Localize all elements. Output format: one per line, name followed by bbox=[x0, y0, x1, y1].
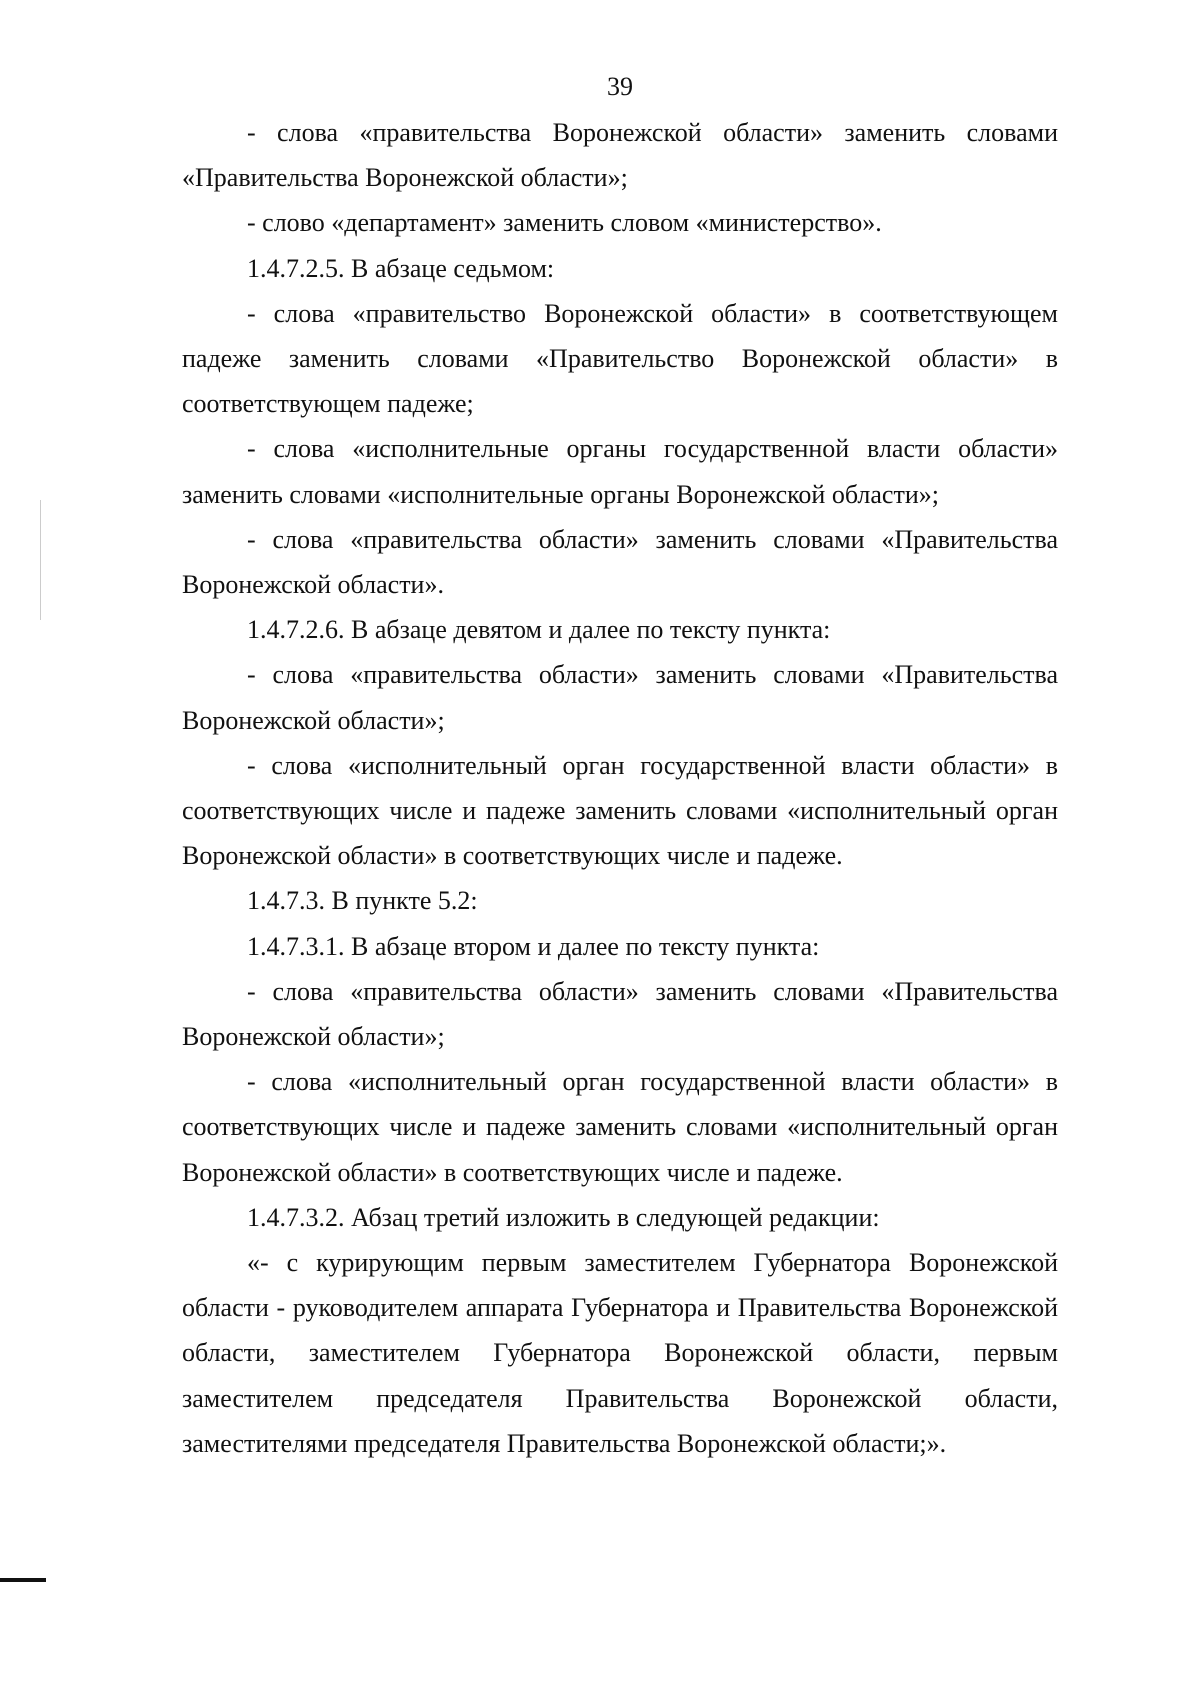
document-body bbox=[182, 110, 1058, 1466]
paragraph: - слова «исполнительные органы государственной власти области» заменить словами «исполнительные органы Воронежской области»; bbox=[182, 434, 1058, 509]
scan-edge-mark bbox=[0, 1578, 46, 1582]
paragraph: 1.4.7.3.2. Абзац третий изложить в следующей редакции: bbox=[247, 1202, 880, 1232]
page-number: 39 bbox=[607, 72, 633, 101]
paragraph: - слова «правительства области» заменить словами «Правительства Воронежской области»; bbox=[182, 660, 1058, 735]
paragraph: 1.4.7.2.6. В абзаце девятом и далее по тексту пункта: bbox=[247, 615, 831, 645]
paragraph: 1.4.7.3. В пункте 5.2: bbox=[247, 886, 478, 916]
paragraph: - слова «правительства области» заменить словами «Правительства Воронежской области». bbox=[182, 524, 1058, 600]
scan-edge-line bbox=[40, 500, 41, 620]
paragraph: - слово «департамент» заменить словом «министерство». bbox=[247, 208, 882, 238]
paragraph: 1.4.7.2.5. В абзаце седьмом: bbox=[247, 253, 555, 283]
paragraph: - слова «правительства Воронежской области» заменить словами «Правительства Воронежской области»; bbox=[182, 118, 1058, 193]
paragraph: - слова «исполнительный орган государственной власти области» в соответствующих числе и падеже заменить словами «исполнительный орган Воронежской области» в соответствующих числе и падеже. bbox=[182, 1067, 1058, 1187]
paragraph: - слова «правительство Воронежской области» в соответствующем падеже заменить словами «Правительство Воронежской области» в соответствующем падеже; bbox=[182, 298, 1058, 419]
paragraph: - слова «исполнительный орган государственной власти области» в соответствующих числе и падеже заменить словами «исполнительный орган Воронежской области» в соответствующих числе и падеже. bbox=[182, 750, 1058, 871]
paragraph: 1.4.7.3.1. В абзаце втором и далее по тексту пункта: bbox=[247, 931, 820, 961]
paragraph: - слова «правительства области» заменить словами «Правительства Воронежской области»; bbox=[182, 976, 1058, 1052]
paragraph: «- с курирующим первым заместителем Губернатора Воронежской области - руководителем аппарата Губернатора и Правительства Воронежской области, заместителем Губернатора Воронежской области, первым заместителем председателя Правительства Воронежской области, заместителями председателя Правительства Воронежской области;». bbox=[182, 1248, 1058, 1458]
